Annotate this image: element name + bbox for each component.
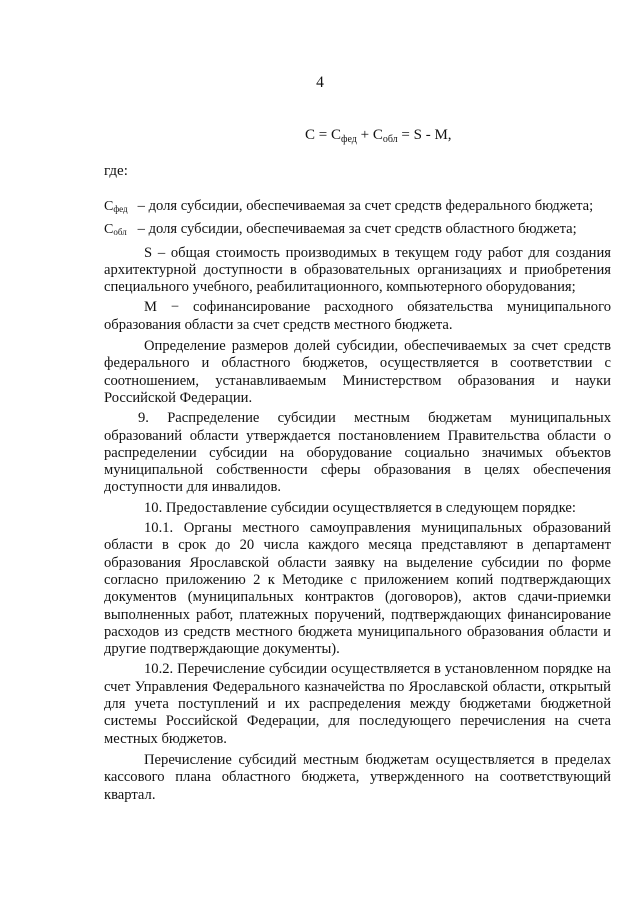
definition-m: М − софинансирование расходного обязательства муниципального образования области за счет средств местного бюджета.: [104, 299, 611, 333]
symbol-c-fed: $С_{фед}$: [104, 199, 128, 214]
paragraph-final: Перечисление субсидий местным бюджетам осуществляется в пределах кассового плана областного бюджета, утвержденного на соответствующий квартал.: [104, 751, 611, 803]
where-label: где:: [104, 163, 128, 179]
definition-c-obl: $С_{обл}$ – доля субсидии, обеспечиваемая за счет средств областного бюджета;: [104, 221, 611, 241]
definition-c-fed: $С_{фед}$ – доля субсидии, обеспечиваемая за счет средств федерального бюджета;: [104, 198, 611, 218]
paragraph-10: 10. Предоставление субсидии осуществляется в следующем порядке:: [144, 499, 576, 516]
subsidy-formula: [305, 127, 452, 145]
formula-obl-subscript: обл: [382, 134, 398, 145]
paragraph-10-1: 10.1. Органы местного самоуправления муниципальных образований области в срок до 20 числа каждого месяца представляют в департамент образования Ярославской области заявку на выделение субсидии по форме согласно приложению 2 к Методике с приложением копий подтверждающих документов (муниципальных контрактов (договоров), актов сдачи-приемки выполненных работ, платежных поручений, подтверждающих финансирование расходов из средств местного бюджета муниципального образования области и другие подтверждающие документы).: [104, 520, 611, 658]
paragraph-10-2: 10.2. Перечисление субсидии осуществляется в установленном порядке на счет Управления Федерального казначейства по Ярославской области, открытый для учета поступлений и их распределения между бюджетами бюджетной системы Российской Федерации, для последующего перечисления на счета местных бюджетов.: [104, 661, 611, 747]
paragraph-9: 9. Распределение субсидии местным бюджетам муниципальных образований области утверждается постановлением Правительства области о распределении субсидии на оборудование социально значимых объектов муниципальной собственности сферы образования в целях обеспечения доступности для инвалидов.: [104, 410, 611, 496]
page-number: 4: [316, 74, 324, 91]
symbol-c-obl: $С_{обл}$: [104, 222, 127, 238]
formula-c: С = С: [305, 127, 341, 143]
definition-s: S – общая стоимость производимых в текущем году работ для создания архитектурной доступности в образовательных организациях и приобретения специального учебного, реабилитационного, компьютерного оборудования;: [104, 244, 611, 296]
formula-plus: + С: [356, 127, 383, 143]
formula-rest: = S - М,: [397, 127, 452, 143]
paragraph-shares: Определение размеров долей субсидии, обеспечиваемых за счет средств федерального и областного бюджетов, осуществляется в соответствии с соотношением, устанавливаемым Министерством образования и науки Российской Федерации.: [104, 338, 611, 406]
document-body: [104, 198, 611, 807]
formula-fed-subscript: фед: [340, 134, 357, 145]
